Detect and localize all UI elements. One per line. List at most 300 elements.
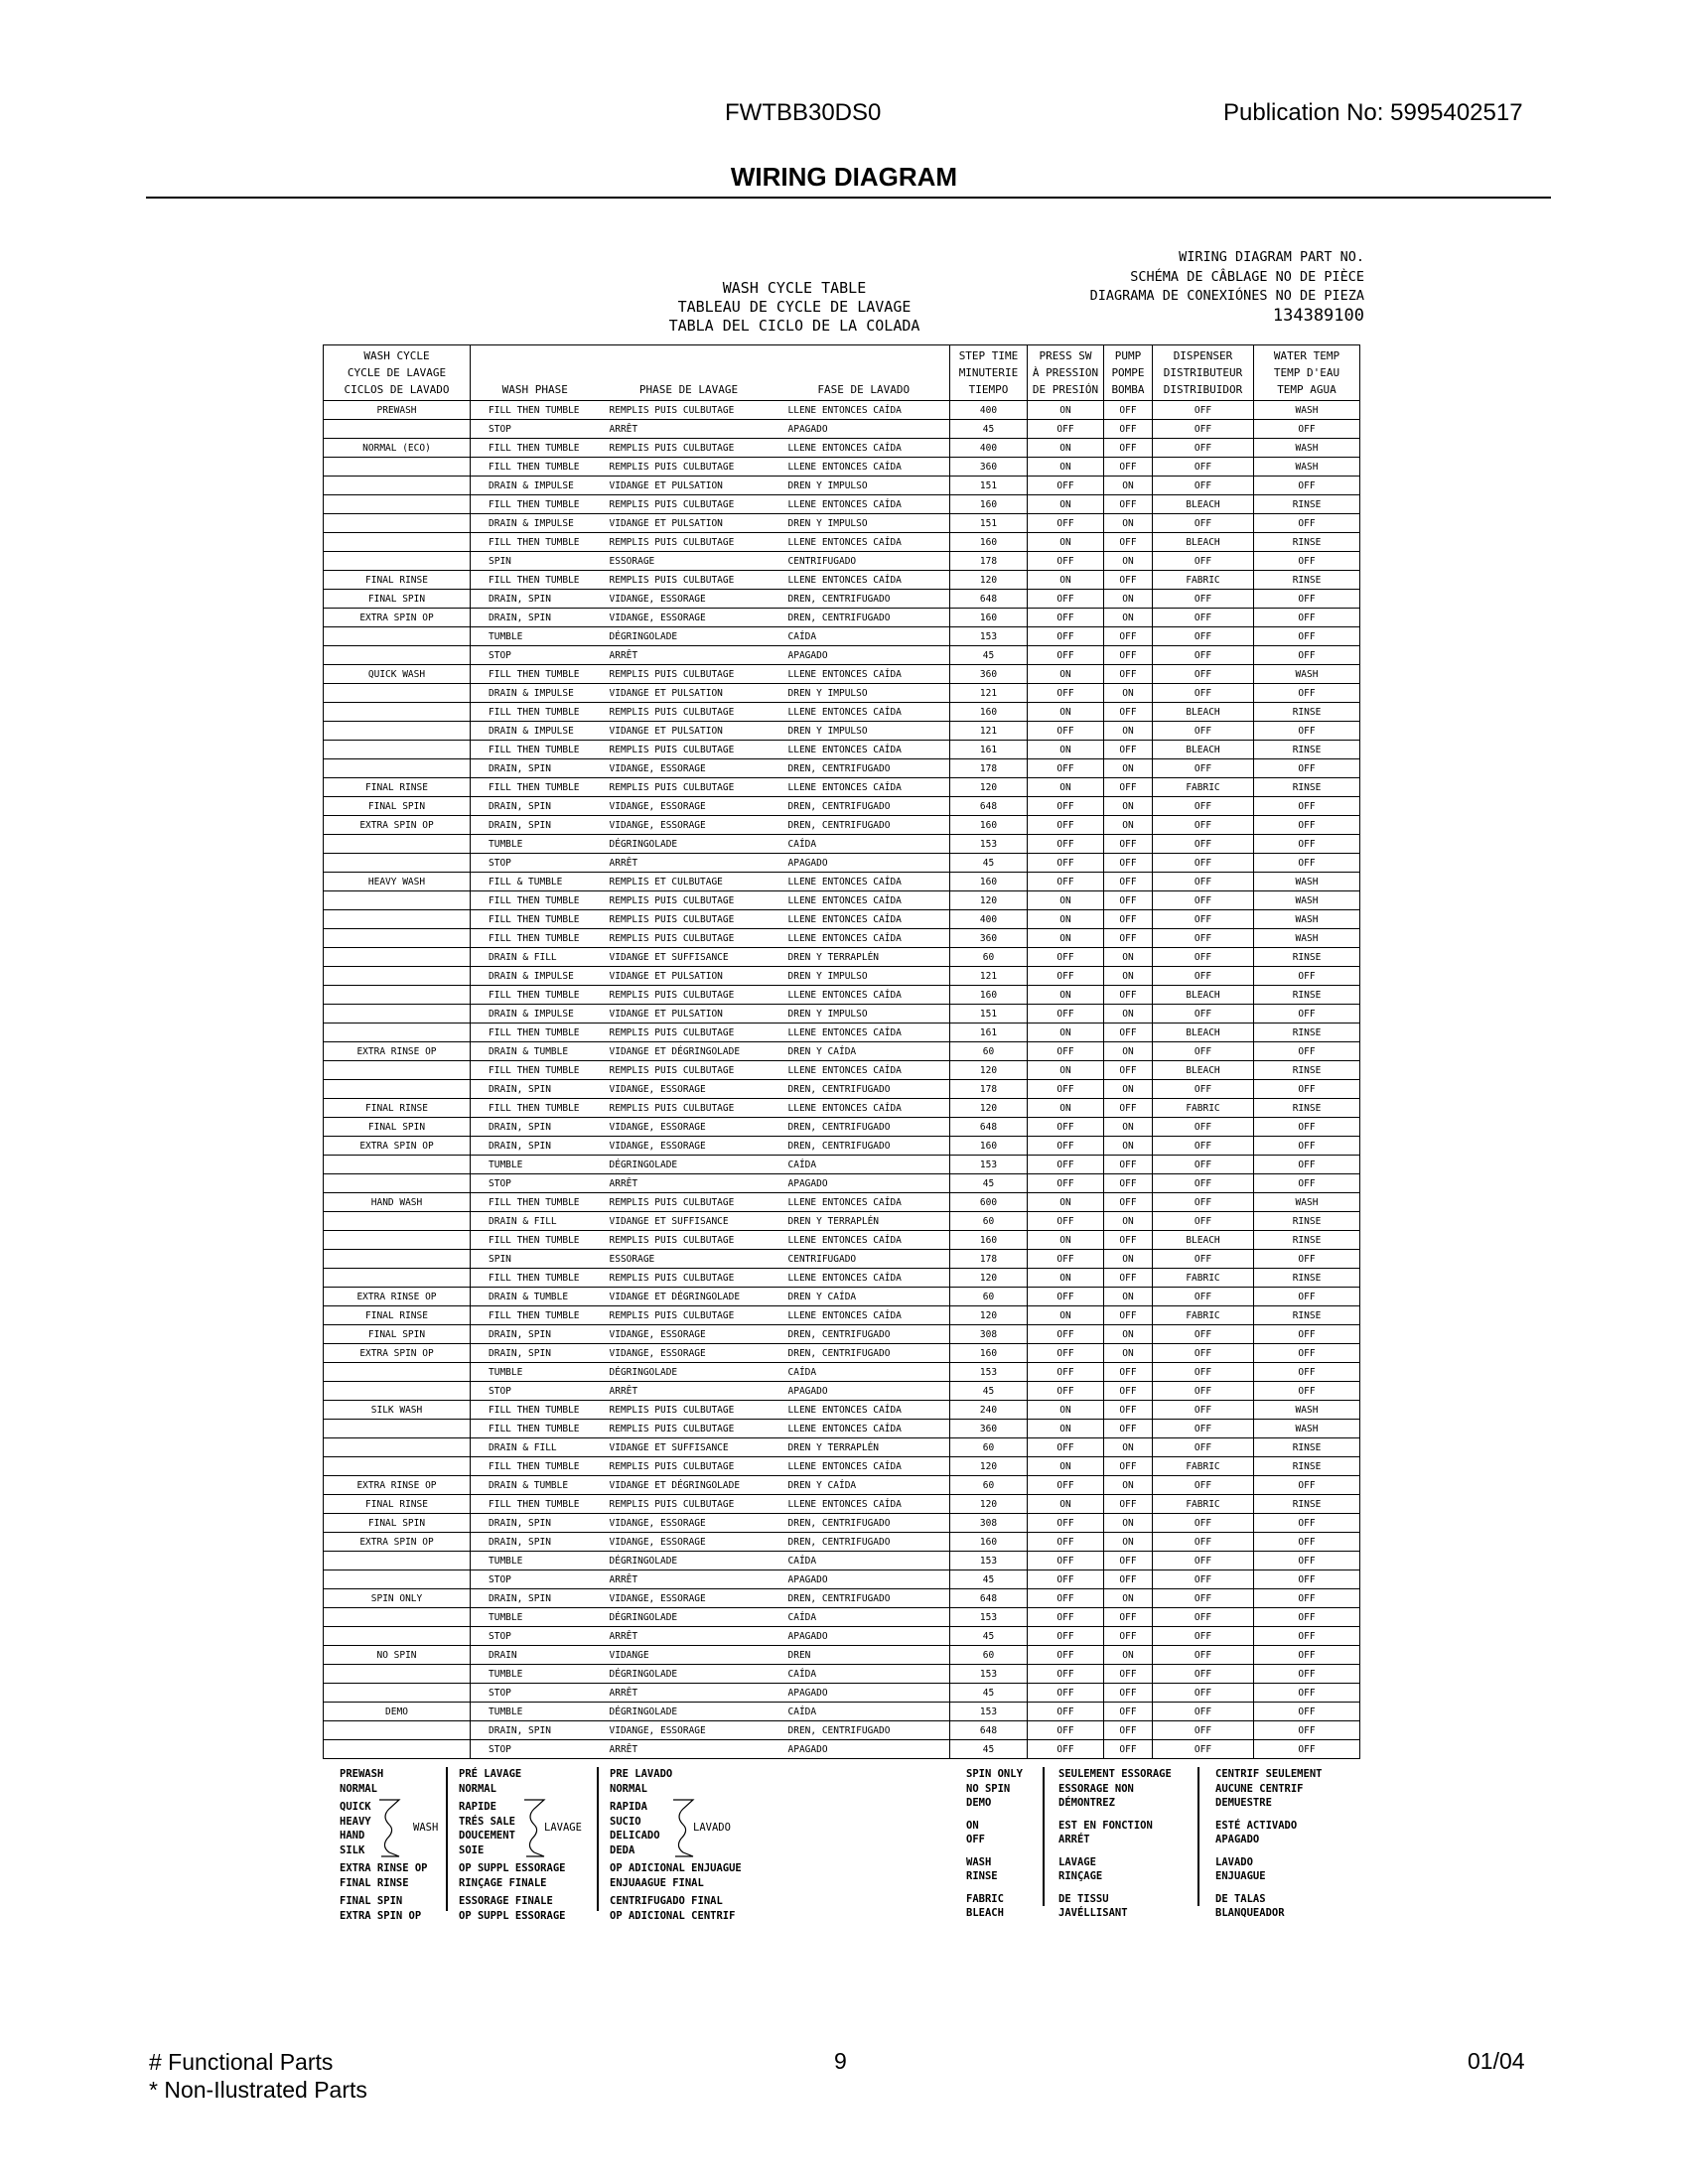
water-temp: OFF — [1254, 1137, 1360, 1156]
pump: OFF — [1104, 835, 1153, 854]
table-row — [324, 401, 1360, 420]
table-row — [324, 986, 1360, 1005]
wash-phase-es: LLENE ENTONCES CAÍDA — [778, 665, 950, 684]
table-row — [324, 1288, 1360, 1306]
wash-phase-en: FILL THEN TUMBLE — [471, 1457, 600, 1476]
dispenser: OFF — [1153, 797, 1254, 816]
wash-phase-es: LLENE ENTONCES CAÍDA — [778, 891, 950, 910]
table-row — [324, 1118, 1360, 1137]
cycle-name — [324, 759, 471, 778]
dispenser: OFF — [1153, 1118, 1254, 1137]
table-row — [324, 1099, 1360, 1118]
water-temp: OFF — [1254, 1684, 1360, 1703]
table-row — [324, 1024, 1360, 1042]
cycle-name — [324, 1570, 471, 1589]
wash-phase-en: DRAIN & IMPULSE — [471, 967, 600, 986]
wash-phase-fr: VIDANGE ET DÉGRINGOLADE — [600, 1476, 778, 1495]
pump: OFF — [1104, 1401, 1153, 1420]
cycle-name — [324, 1231, 471, 1250]
cycle-name: EXTRA SPIN OP — [324, 816, 471, 835]
cycle-name: HAND WASH — [324, 1193, 471, 1212]
press-sw: OFF — [1028, 1005, 1104, 1024]
dispenser: OFF — [1153, 967, 1254, 986]
table-row — [324, 458, 1360, 477]
press-sw: OFF — [1028, 627, 1104, 646]
page-number: 9 — [834, 2048, 847, 2074]
water-temp: OFF — [1254, 420, 1360, 439]
wash-phase-es: DREN Y TERRAPLÉN — [778, 948, 950, 967]
press-sw: ON — [1028, 929, 1104, 948]
press-sw: OFF — [1028, 1703, 1104, 1721]
cycle-name — [324, 854, 471, 873]
table-title-en: WASH CYCLE TABLE — [722, 279, 867, 297]
wash-phase-en: FILL THEN TUMBLE — [471, 1099, 600, 1118]
table-row — [324, 1646, 1360, 1665]
wash-phase-en: FILL THEN TUMBLE — [471, 533, 600, 552]
legend-divider — [1043, 1767, 1045, 1906]
dispenser: OFF — [1153, 1156, 1254, 1174]
cycle-name — [324, 910, 471, 929]
pump: OFF — [1104, 1495, 1153, 1514]
wash-phase-en: TUMBLE — [471, 1665, 600, 1684]
cycle-name — [324, 458, 471, 477]
pump: ON — [1104, 1514, 1153, 1533]
pump: OFF — [1104, 1703, 1153, 1721]
wash-phase-fr: VIDANGE, ESSORAGE — [600, 1080, 778, 1099]
table-row — [324, 1438, 1360, 1457]
wash-phase-en: DRAIN, SPIN — [471, 1514, 600, 1533]
wash-phase-fr: DÉGRINGOLADE — [600, 1703, 778, 1721]
water-temp: WASH — [1254, 458, 1360, 477]
wash-phase-es: CAÍDA — [778, 1363, 950, 1382]
press-sw: OFF — [1028, 1665, 1104, 1684]
dispenser: FABRIC — [1153, 1269, 1254, 1288]
table-row — [324, 1589, 1360, 1608]
step-time: 648 — [950, 797, 1028, 816]
wash-phase-es: DREN Y CAÍDA — [778, 1288, 950, 1306]
col-water-fr: TEMP D'EAU — [1273, 366, 1340, 379]
pump: ON — [1104, 1005, 1153, 1024]
step-time: 160 — [950, 703, 1028, 722]
dispenser: OFF — [1153, 1212, 1254, 1231]
wash-phase-fr: REMPLIS PUIS CULBUTAGE — [600, 778, 778, 797]
cycle-name — [324, 1174, 471, 1193]
wash-phase-fr: ARRÊT — [600, 1382, 778, 1401]
step-time: 160 — [950, 1137, 1028, 1156]
pump: ON — [1104, 1344, 1153, 1363]
wash-phase-fr: REMPLIS PUIS CULBUTAGE — [600, 533, 778, 552]
wash-phase-en: SPIN — [471, 1250, 600, 1269]
pump: ON — [1104, 684, 1153, 703]
wash-phase-es: LLENE ENTONCES CAÍDA — [778, 910, 950, 929]
press-sw: OFF — [1028, 1174, 1104, 1193]
press-sw: ON — [1028, 986, 1104, 1005]
dispenser: OFF — [1153, 1703, 1254, 1721]
dispenser: OFF — [1153, 627, 1254, 646]
pump: OFF — [1104, 1174, 1153, 1193]
table-row — [324, 1306, 1360, 1325]
press-sw: OFF — [1028, 1514, 1104, 1533]
dispenser: OFF — [1153, 609, 1254, 627]
water-temp: OFF — [1254, 1080, 1360, 1099]
table-row — [324, 1231, 1360, 1250]
legend-item: NORMAL — [610, 1782, 647, 1795]
table-row — [324, 816, 1360, 835]
wash-phase-en: STOP — [471, 646, 600, 665]
wash-phase-fr: DÉGRINGOLADE — [600, 835, 778, 854]
water-temp: OFF — [1254, 1627, 1360, 1646]
water-temp: RINSE — [1254, 741, 1360, 759]
pump: OFF — [1104, 986, 1153, 1005]
cycle-name: DEMO — [324, 1703, 471, 1721]
legend-es-2 — [1215, 1767, 1322, 1921]
legend-item: SILK — [340, 1843, 365, 1856]
step-time: 160 — [950, 986, 1028, 1005]
press-sw: OFF — [1028, 854, 1104, 873]
water-temp: OFF — [1254, 1344, 1360, 1363]
dispenser: OFF — [1153, 1684, 1254, 1703]
legend-item: QUICK — [340, 1801, 371, 1813]
cycle-name — [324, 552, 471, 571]
wash-phase-es: DREN Y IMPULSO — [778, 1005, 950, 1024]
legend-item: FABRIC — [966, 1892, 1004, 1905]
table-row — [324, 1193, 1360, 1212]
wash-cycle-table-title — [596, 279, 993, 336]
wash-phase-fr: REMPLIS PUIS CULBUTAGE — [600, 1401, 778, 1420]
wash-phase-en: DRAIN & FILL — [471, 1212, 600, 1231]
press-sw: OFF — [1028, 646, 1104, 665]
dispenser: OFF — [1153, 1420, 1254, 1438]
wash-phase-fr: VIDANGE ET PULSATION — [600, 684, 778, 703]
pump: OFF — [1104, 1024, 1153, 1042]
press-sw: ON — [1028, 891, 1104, 910]
step-time: 153 — [950, 1665, 1028, 1684]
dispenser: OFF — [1153, 948, 1254, 967]
pump: ON — [1104, 1646, 1153, 1665]
dispenser: FABRIC — [1153, 1306, 1254, 1325]
col-dispenser-es: DISTRIBUIDOR — [1163, 383, 1243, 396]
pump: ON — [1104, 1042, 1153, 1061]
publication-number: Publication No: 5995402517 — [1223, 99, 1523, 126]
wash-phase-fr: VIDANGE, ESSORAGE — [600, 1137, 778, 1156]
step-time: 153 — [950, 1703, 1028, 1721]
wash-phase-fr: ARRÊT — [600, 1570, 778, 1589]
step-time: 60 — [950, 1042, 1028, 1061]
pump: ON — [1104, 816, 1153, 835]
press-sw: OFF — [1028, 477, 1104, 495]
water-temp: OFF — [1254, 1740, 1360, 1759]
wash-phase-es: DREN, CENTRIFUGADO — [778, 1589, 950, 1608]
water-temp: OFF — [1254, 722, 1360, 741]
legend-item: DOUCEMENT — [459, 1830, 515, 1842]
pump: OFF — [1104, 1665, 1153, 1684]
pump: OFF — [1104, 873, 1153, 891]
water-temp: OFF — [1254, 1042, 1360, 1061]
wash-phase-es: APAGADO — [778, 1570, 950, 1589]
dispenser: OFF — [1153, 439, 1254, 458]
water-temp: OFF — [1254, 1174, 1360, 1193]
table-row — [324, 778, 1360, 797]
step-time: 360 — [950, 929, 1028, 948]
press-sw: ON — [1028, 1306, 1104, 1325]
table-title-fr: TABLEAU DE CYCLE DE LAVAGE — [677, 298, 912, 316]
pump: ON — [1104, 590, 1153, 609]
step-time: 240 — [950, 1401, 1028, 1420]
wash-phase-es: DREN, CENTRIFUGADO — [778, 590, 950, 609]
table-row — [324, 873, 1360, 891]
wash-phase-en: DRAIN & IMPULSE — [471, 514, 600, 533]
cycle-name — [324, 1382, 471, 1401]
wash-phase-fr: REMPLIS PUIS CULBUTAGE — [600, 1099, 778, 1118]
wash-phase-fr: DÉGRINGOLADE — [600, 627, 778, 646]
pump: ON — [1104, 514, 1153, 533]
table-row — [324, 1570, 1360, 1589]
wash-phase-es: LLENE ENTONCES CAÍDA — [778, 458, 950, 477]
water-temp: OFF — [1254, 1533, 1360, 1552]
wash-phase-es: APAGADO — [778, 646, 950, 665]
dispenser: FABRIC — [1153, 571, 1254, 590]
press-sw: OFF — [1028, 1627, 1104, 1646]
step-time: 153 — [950, 1156, 1028, 1174]
wash-phase-en: FILL THEN TUMBLE — [471, 703, 600, 722]
wash-phase-fr: VIDANGE, ESSORAGE — [600, 609, 778, 627]
cycle-name: FINAL SPIN — [324, 1118, 471, 1137]
wash-phase-es: DREN, CENTRIFUGADO — [778, 1137, 950, 1156]
press-sw: OFF — [1028, 967, 1104, 986]
wash-phase-en: FILL THEN TUMBLE — [471, 458, 600, 477]
step-time: 160 — [950, 533, 1028, 552]
press-sw: OFF — [1028, 759, 1104, 778]
press-sw: ON — [1028, 1495, 1104, 1514]
water-temp: OFF — [1254, 835, 1360, 854]
water-temp: OFF — [1254, 1665, 1360, 1684]
pump: OFF — [1104, 1269, 1153, 1288]
cycle-name — [324, 1552, 471, 1570]
wash-phase-en: STOP — [471, 420, 600, 439]
step-time: 153 — [950, 627, 1028, 646]
cycle-name — [324, 1665, 471, 1684]
water-temp: WASH — [1254, 891, 1360, 910]
part-label-en: WIRING DIAGRAM PART NO. — [1179, 249, 1364, 265]
wash-phase-fr: REMPLIS PUIS CULBUTAGE — [600, 1193, 778, 1212]
wash-phase-fr: REMPLIS PUIS CULBUTAGE — [600, 1061, 778, 1080]
wash-phase-es: DREN Y CAÍDA — [778, 1476, 950, 1495]
water-temp: WASH — [1254, 1193, 1360, 1212]
legend-item: EST EN FONCTION — [1058, 1819, 1153, 1832]
dispenser: OFF — [1153, 1174, 1254, 1193]
step-time: 178 — [950, 1080, 1028, 1099]
press-sw: ON — [1028, 703, 1104, 722]
press-sw: OFF — [1028, 684, 1104, 703]
press-sw: OFF — [1028, 722, 1104, 741]
col-dispenser-fr: DISTRIBUTEUR — [1163, 366, 1243, 379]
pump: OFF — [1104, 891, 1153, 910]
wash-phase-en: STOP — [471, 1740, 600, 1759]
dispenser: OFF — [1153, 759, 1254, 778]
cycle-name — [324, 1363, 471, 1382]
step-time: 120 — [950, 1495, 1028, 1514]
wash-phase-es: LLENE ENTONCES CAÍDA — [778, 1099, 950, 1118]
wash-phase-fr: VIDANGE ET PULSATION — [600, 967, 778, 986]
model-number: FWTBB30DS0 — [725, 99, 882, 126]
pump: ON — [1104, 1476, 1153, 1495]
pump: OFF — [1104, 929, 1153, 948]
table-row — [324, 797, 1360, 816]
press-sw: OFF — [1028, 552, 1104, 571]
press-sw: OFF — [1028, 1080, 1104, 1099]
col-phase-en: WASH PHASE — [501, 383, 568, 396]
wash-phase-en: DRAIN & IMPULSE — [471, 684, 600, 703]
table-row — [324, 1684, 1360, 1703]
cycle-name — [324, 1420, 471, 1438]
step-time: 120 — [950, 1306, 1028, 1325]
water-temp: OFF — [1254, 797, 1360, 816]
step-time: 121 — [950, 722, 1028, 741]
wash-phase-en: DRAIN — [471, 1646, 600, 1665]
legend-item: JAVÉLLISANT — [1058, 1907, 1128, 1919]
wash-phase-es: APAGADO — [778, 1174, 950, 1193]
dispenser: OFF — [1153, 1514, 1254, 1533]
press-sw: OFF — [1028, 1137, 1104, 1156]
legend-item: ENJUAGUE — [1215, 1870, 1266, 1882]
water-temp: OFF — [1254, 1703, 1360, 1721]
legend-item: ARRÉT — [1058, 1834, 1090, 1845]
wash-cycle-table — [323, 344, 1360, 1759]
wash-phase-es: APAGADO — [778, 1684, 950, 1703]
press-sw: OFF — [1028, 835, 1104, 854]
brace-icon — [379, 1797, 409, 1858]
legend-brace-lavado: LAVADO — [693, 1822, 731, 1834]
legend-item: OP SUPPL ESSORAGE — [459, 1909, 566, 1922]
pump: ON — [1104, 1118, 1153, 1137]
legend-item: RINSE — [966, 1870, 998, 1882]
wash-phase-en: FILL THEN TUMBLE — [471, 910, 600, 929]
wash-phase-en: FILL THEN TUMBLE — [471, 401, 600, 420]
wash-phase-fr: VIDANGE ET SUFFISANCE — [600, 948, 778, 967]
cycle-name — [324, 1457, 471, 1476]
cycle-name: EXTRA RINSE OP — [324, 1288, 471, 1306]
legend-item: SEULEMENT ESSORAGE — [1058, 1768, 1172, 1780]
pump: OFF — [1104, 778, 1153, 797]
wash-phase-en: TUMBLE — [471, 1156, 600, 1174]
table-row — [324, 1212, 1360, 1231]
table-row — [324, 1703, 1360, 1721]
pump: ON — [1104, 1250, 1153, 1269]
table-row — [324, 1080, 1360, 1099]
wash-phase-es: LLENE ENTONCES CAÍDA — [778, 1420, 950, 1438]
col-wash-cycle — [324, 345, 471, 401]
pump: ON — [1104, 1533, 1153, 1552]
col-pump-en: PUMP — [1114, 349, 1142, 362]
step-time: 120 — [950, 571, 1028, 590]
cycle-name — [324, 514, 471, 533]
table-row — [324, 609, 1360, 627]
step-time: 161 — [950, 741, 1028, 759]
col-press-sw — [1028, 345, 1104, 401]
water-temp: RINSE — [1254, 1099, 1360, 1118]
wash-phase-es: LLENE ENTONCES CAÍDA — [778, 495, 950, 514]
legend-item: NO SPIN — [966, 1782, 1011, 1795]
wash-phase-fr: VIDANGE, ESSORAGE — [600, 759, 778, 778]
water-temp: WASH — [1254, 873, 1360, 891]
table-row — [324, 1721, 1360, 1740]
pump: OFF — [1104, 627, 1153, 646]
col-fase-de-lavado — [778, 345, 950, 401]
wash-phase-es: DREN, CENTRIFUGADO — [778, 1514, 950, 1533]
wash-phase-fr: REMPLIS PUIS CULBUTAGE — [600, 1420, 778, 1438]
step-time: 45 — [950, 420, 1028, 439]
wash-phase-es: LLENE ENTONCES CAÍDA — [778, 703, 950, 722]
wash-phase-fr: VIDANGE ET PULSATION — [600, 722, 778, 741]
wash-phase-en: FILL THEN TUMBLE — [471, 1024, 600, 1042]
page-title: WIRING DIAGRAM — [730, 162, 958, 192]
cycle-name — [324, 1080, 471, 1099]
col-time-es: TIEMPO — [968, 383, 1009, 396]
pump: OFF — [1104, 533, 1153, 552]
cycle-name: EXTRA SPIN OP — [324, 1533, 471, 1552]
water-temp: WASH — [1254, 401, 1360, 420]
legend-item: DEMUESTRE — [1215, 1797, 1272, 1809]
press-sw: ON — [1028, 458, 1104, 477]
step-time: 45 — [950, 1740, 1028, 1759]
col-cycle-es: CICLOS DE LAVADO — [344, 383, 450, 396]
dispenser: OFF — [1153, 1589, 1254, 1608]
legend-item: AUCUNE CENTRIF — [1215, 1782, 1304, 1795]
table-row — [324, 495, 1360, 514]
table-row — [324, 929, 1360, 948]
water-temp: RINSE — [1254, 1306, 1360, 1325]
step-time: 151 — [950, 1005, 1028, 1024]
step-time: 648 — [950, 1589, 1028, 1608]
wash-phase-en: DRAIN & TUMBLE — [471, 1042, 600, 1061]
wash-phase-fr: DÉGRINGOLADE — [600, 1665, 778, 1684]
cycle-name — [324, 1438, 471, 1457]
wash-phase-fr: REMPLIS PUIS CULBUTAGE — [600, 495, 778, 514]
pump: OFF — [1104, 1061, 1153, 1080]
wash-phase-es: LLENE ENTONCES CAÍDA — [778, 1193, 950, 1212]
col-cycle-fr: CYCLE DE LAVAGE — [347, 366, 447, 379]
press-sw: ON — [1028, 741, 1104, 759]
dispenser: BLEACH — [1153, 741, 1254, 759]
press-sw: OFF — [1028, 1589, 1104, 1608]
press-sw: ON — [1028, 571, 1104, 590]
dispenser: BLEACH — [1153, 986, 1254, 1005]
wash-phase-es: DREN Y IMPULSO — [778, 684, 950, 703]
cycle-name — [324, 1156, 471, 1174]
wash-phase-es: CAÍDA — [778, 835, 950, 854]
dispenser: OFF — [1153, 1005, 1254, 1024]
col-press-es: DE PRESIÓN — [1032, 383, 1099, 396]
pump: OFF — [1104, 1457, 1153, 1476]
legend-item: DELICADO — [610, 1830, 660, 1842]
pump: OFF — [1104, 1306, 1153, 1325]
step-time: 160 — [950, 873, 1028, 891]
step-time: 151 — [950, 514, 1028, 533]
wash-phase-en: DRAIN & IMPULSE — [471, 1005, 600, 1024]
wash-phase-es: DREN Y IMPULSO — [778, 722, 950, 741]
wash-phase-en: DRAIN & FILL — [471, 1438, 600, 1457]
wash-phase-en: DRAIN, SPIN — [471, 816, 600, 835]
pump: ON — [1104, 1137, 1153, 1156]
table-row — [324, 1627, 1360, 1646]
water-temp: OFF — [1254, 1382, 1360, 1401]
cycle-name: FINAL RINSE — [324, 778, 471, 797]
wash-phase-es: CAÍDA — [778, 1665, 950, 1684]
legend-brace-lavage: LAVAGE — [544, 1822, 582, 1834]
legend-divider — [1197, 1767, 1199, 1906]
wash-phase-en: TUMBLE — [471, 835, 600, 854]
step-time: 60 — [950, 1288, 1028, 1306]
